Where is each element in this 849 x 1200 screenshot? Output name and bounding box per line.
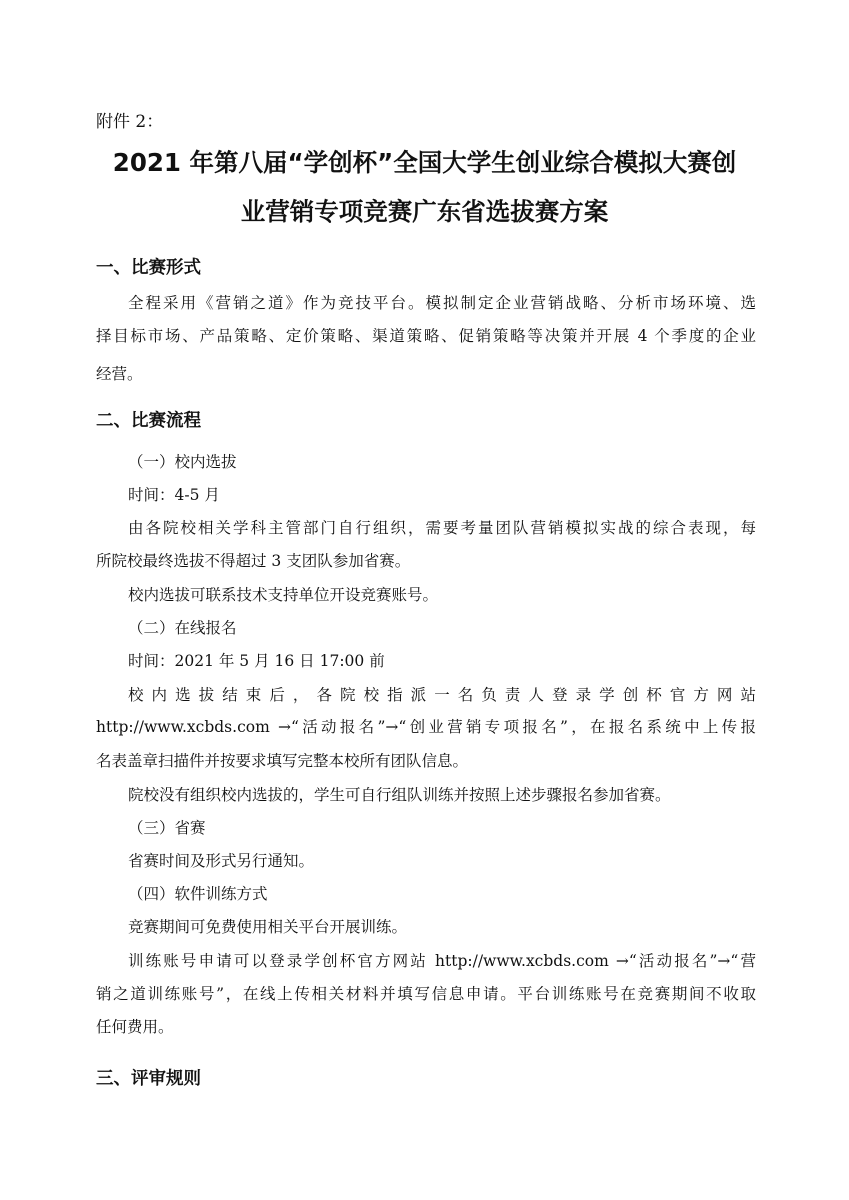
website-link-line[interactable]: http://www.xcbds.com →“活动报名”→“创业营销专项报名”，在报名系统中上传报	[96, 718, 756, 736]
paragraph-line: 销之道训练账号”，在线上传相关材料并填写信息申请。平台训练账号在竞赛期间不收取	[96, 985, 756, 1003]
time-line: 时间：4-5 月	[128, 486, 220, 504]
paragraph-line: 省赛时间及形式另行通知。	[128, 852, 315, 870]
paragraph-line: 择目标市场、产品策略、定价策略、渠道策略、促销策略等决策并开展 4 个季度的企业	[96, 327, 756, 345]
section-heading-judging-rules: 三、评审规则	[96, 1069, 201, 1089]
subsection-heading-school-selection: （一）校内选拔	[128, 453, 237, 471]
paragraph-line: 经营。	[96, 365, 143, 383]
subsection-heading-provincial-competition: （三）省赛	[128, 819, 206, 837]
paragraph-line: 校内选拔可联系技术支持单位开设竞赛账号。	[128, 586, 439, 604]
section-heading-competition-format: 一、比赛形式	[96, 258, 201, 278]
subsection-heading-online-registration: （二）在线报名	[128, 619, 237, 637]
paragraph-line: 所院校最终选拔不得超过 3 支团队参加省赛。	[96, 552, 411, 570]
time-line: 时间：2021 年 5 月 16 日 17:00 前	[128, 652, 385, 670]
section-heading-competition-process: 二、比赛流程	[96, 411, 201, 431]
paragraph-line: 竞赛期间可免费使用相关平台开展训练。	[128, 918, 408, 936]
website-link-line[interactable]: 训练账号申请可以登录学创杯官方网站 http://www.xcbds.com →“活动报名”→“营	[128, 952, 756, 970]
paragraph-line: 任何费用。	[96, 1018, 174, 1036]
document-title-line-2: 业营销专项竞赛广东省选拔赛方案	[240, 197, 609, 226]
paragraph-line: 全程采用《营销之道》作为竞技平台。模拟制定企业营销战略、分析市场环境、选	[128, 294, 756, 312]
attachment-label: 附件 2：	[96, 112, 164, 132]
paragraph-line: 由各院校相关学科主管部门自行组织，需要考量团队营销模拟实战的综合表现，每	[128, 519, 756, 537]
subsection-heading-software-training: （四）软件训练方式	[128, 885, 268, 903]
paragraph-line: 院校没有组织校内选拔的，学生可自行组队训练并按照上述步骤报名参加省赛。	[128, 786, 671, 804]
document-title-line-1: 2021 年第八届“学创杯”全国大学生创业综合模拟大赛创	[112, 148, 737, 177]
paragraph-line: 名表盖章扫描件并按要求填写完整本校所有团队信息。	[96, 752, 469, 770]
paragraph-line: 校内选拔结束后，各院校指派一名负责人登录学创杯官方网站	[128, 686, 756, 704]
